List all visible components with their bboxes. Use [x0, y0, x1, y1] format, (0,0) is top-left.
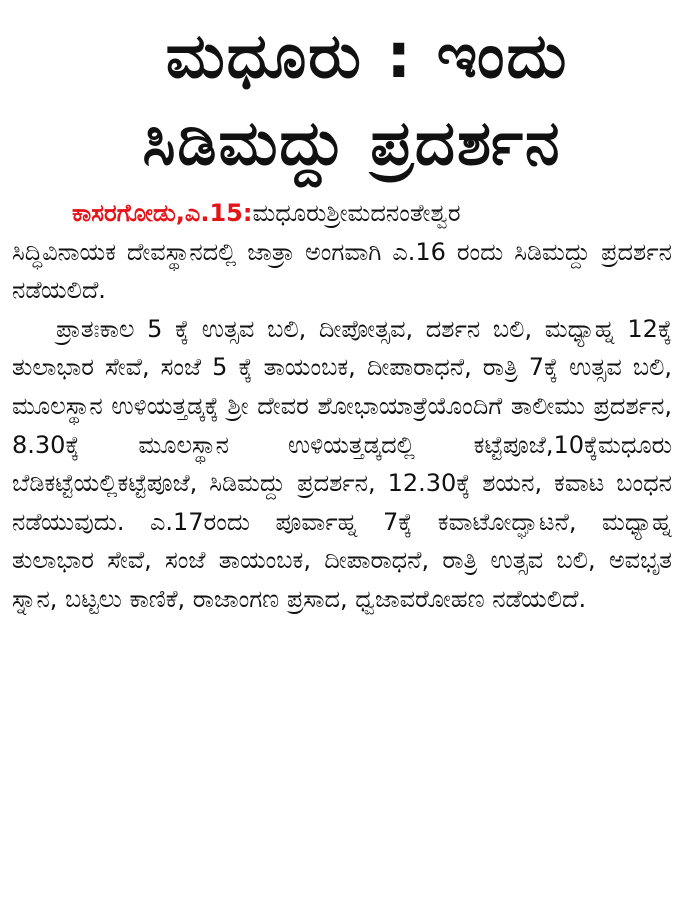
- dateline: ಕಾಸರಗೋಡು,ಎ.15:: [72, 199, 253, 227]
- headline-line-1: ಮಧೂರು : ಇಂದು: [165, 19, 569, 92]
- headline: [62, 14, 672, 188]
- headline-line-2: ಸಿಡಿಮದ್ದು ಪ್ರದರ್ಶನ: [142, 106, 562, 179]
- article-paragraph-1-continued: ಸಿದ್ಧಿವಿನಾಯಕ ದೇವಸ್ಥಾನದಲ್ಲಿ ಜಾತ್ರಾ ಅಂಗವಾಗಿ ಎ.16 ರಂದು ಸಿಡಿಮದ್ದು ಪ್ರದರ್ಶನ ನಡೆಯಲಿದೆ.: [12, 237, 672, 305]
- paragraph-1-lead: ಮಧೂರುಶ್ರೀಮದನಂತೇಶ್ವರ: [252, 199, 461, 227]
- article-paragraph-1: [62, 194, 672, 233]
- article-body: [12, 194, 672, 619]
- article-paragraph-2: ಪ್ರಾತಃಕಾಲ 5 ಕ್ಕೆ ಉತ್ಸವ ಬಲಿ, ದೀಪೋತ್ಸವ, ದರ್ಶನ ಬಲಿ, ಮಧ್ಯಾಹ್ನ 12ಕ್ಕೆ ತುಲಾಭಾರ ಸೇವೆ, ಸಂಜೆ 5 ಕ್ಕೆ ತಾಯಂಬಕ, ದೀಪಾರಾಧನೆ, ರಾತ್ರಿ 7ಕ್ಕೆ ಉತ್ಸವ ಬಲಿ, ಮೂಲಸ್ಥಾನ ಉಳಿಯತ್ತಡ್ಕಕ್ಕೆ ಶ್ರೀ ದೇವರ ಶೋಭಾಯಾತ್ರೆಯೊಂದಿಗೆ ತಾಲೀಮು ಪ್ರದರ್ಶನ, 8.30ಕ್ಕೆ ಮೂಲಸ್ಥಾನ ಉಳಿಯತ್ತಡ್ಕದಲ್ಲಿ ಕಟ್ಟೆಪೂಜೆ,10ಕ್ಕೆಮಧೂರು ಬೆಡಿಕಟ್ಟೆಯಲ್ಲಿಕಟ್ಟೆಪೂಜೆ, ಸಿಡಿಮದ್ದು ಪ್ರದರ್ಶನ, 12.30ಕ್ಕೆ ಶಯನ, ಕವಾಟ ಬಂಧನ ನಡೆಯುವುದು. ಎ.17ರಂದು ಪೂರ್ವಾಹ್ನ 7ಕ್ಕೆ ಕವಾಟೋದ್ಘಾಟನೆ, ಮಧ್ಯಾಹ್ನ ತುಲಾಭಾರ ಸೇವೆ, ಸಂಜೆ ತಾಯಂಬಕ, ದೀಪಾರಾಧನೆ, ರಾತ್ರಿ ಉತ್ಸವ ಬಲಿ, ಅವಭೃತ ಸ್ನಾನ, ಬಟ್ಟಲು ಕಾಣಿಕೆ, ರಾಜಾಂಗಣ ಪ್ರಸಾದ, ಧ್ವಜಾವರೋಹಣ ನಡೆಯಲಿದೆ.: [12, 314, 672, 613]
